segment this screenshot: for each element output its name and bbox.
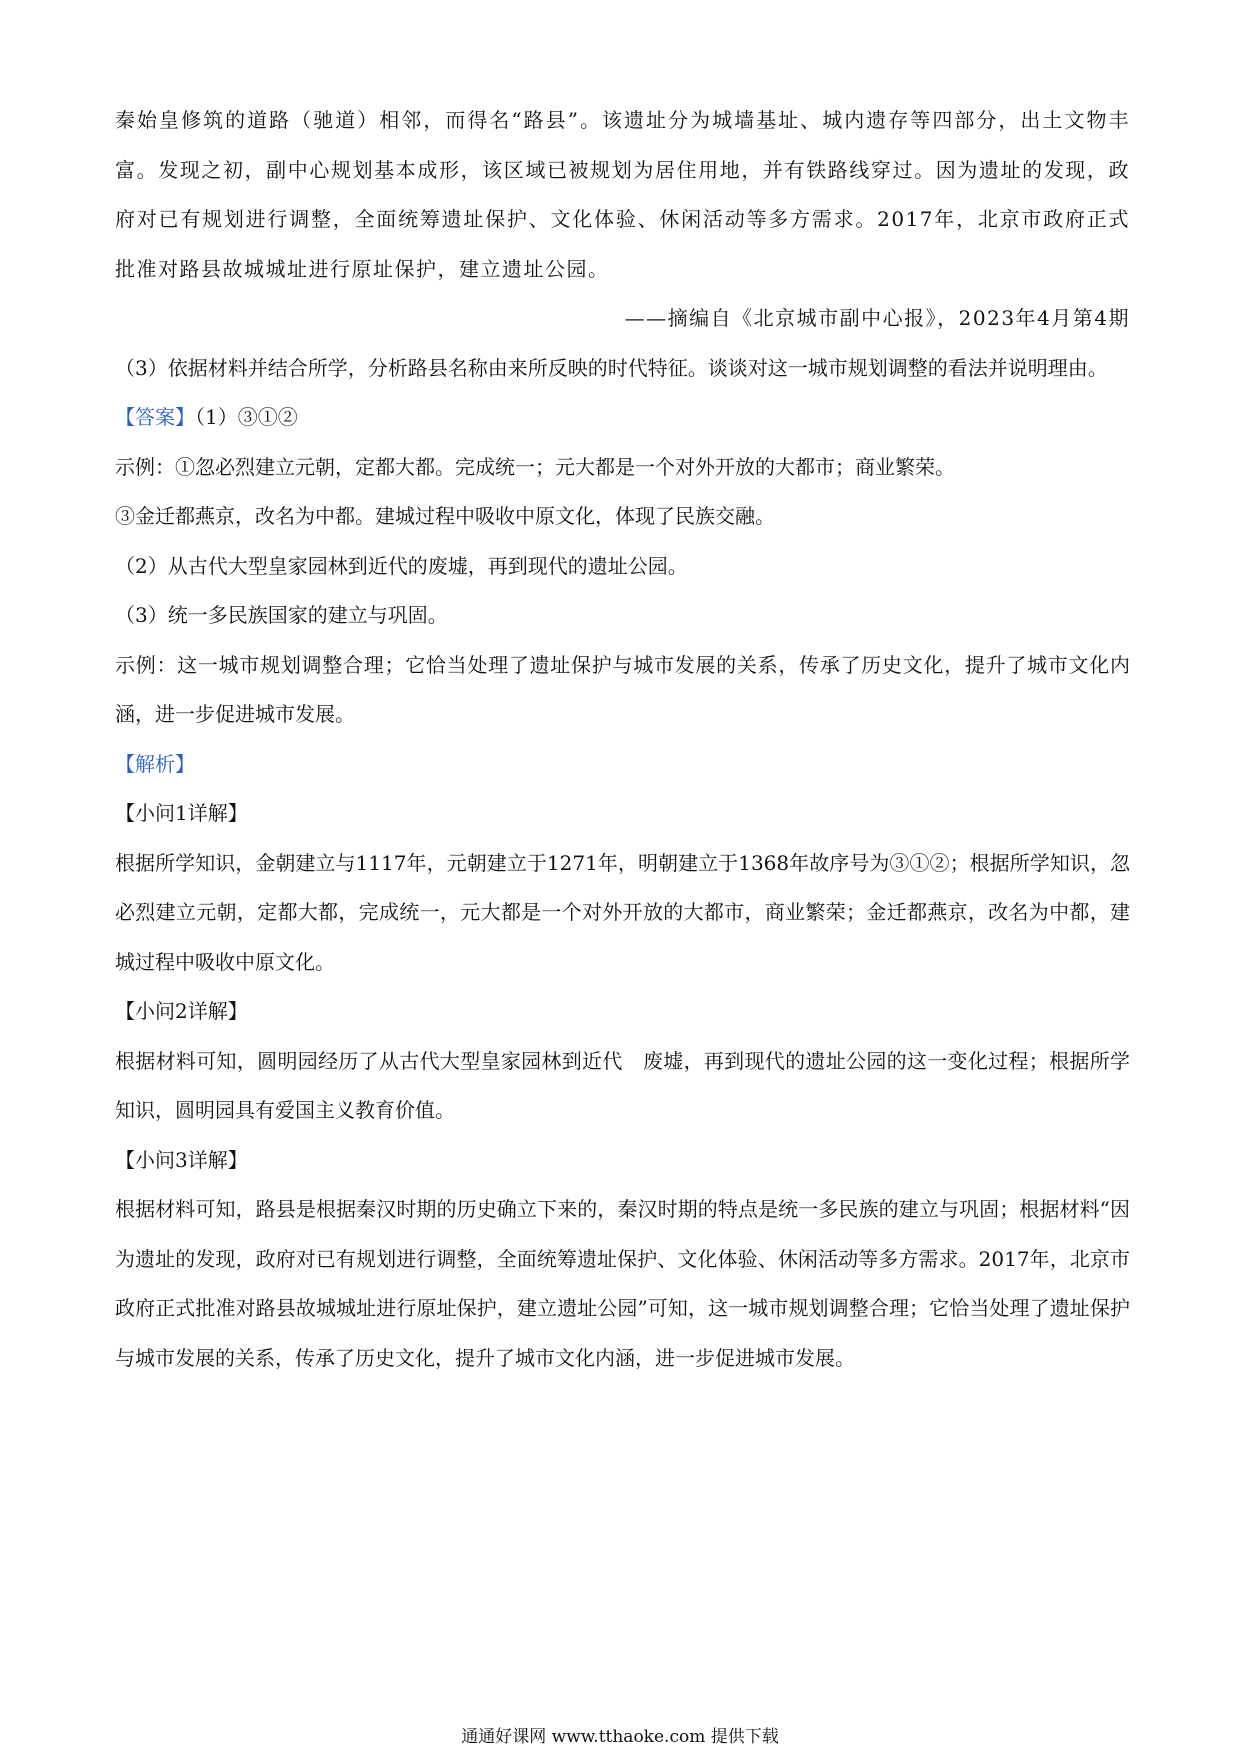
answer-q3: （3）统一多民族国家的建立与巩固。 <box>115 603 448 627</box>
answer-example-1a: 示例：①忽必烈建立元朝，定都大都。完成统一；元大都是一个对外开放的大都市；商业繁荣。 <box>115 454 955 479</box>
answer-line <box>115 393 1130 443</box>
document-page <box>115 96 1130 1383</box>
answer-q1: （1）③①② <box>195 405 298 429</box>
answer-q2: （2）从古代大型皇家园林到近代的废墟，再到现代的遗址公园。 <box>115 553 688 578</box>
material-text: 秦始皇修筑的道路（驰道）相邻，而得名“路县”。该遗址分为城墙基址、城内遗存等四部分，出土文物丰富。发现之初，副中心规划基本成形，该区域已被规划为居住用地，并有铁路线穿过。因为遗址的发现，政府对已有规划进行调整，全面统筹遗址保护、文化体验、休闲活动等多方需求。2017年，北京市政府正式批准对路县故城城址进行原址保护，建立遗址公园。 <box>115 108 1130 281</box>
answer-example-3: 示例：这一城市规划调整合理；它恰当处理了遗址保护与城市发展的关系，传承了历史文化，提升了城市文化内涵，进一步促进城市发展。 <box>115 652 1130 726</box>
page-footer: 通通好课网 www.tthaoke.com 提供下载 <box>461 1727 779 1747</box>
subquestion-2-text: 根据材料可知，圆明园经历了从古代大型皇家园林到近代 废墟，再到现代的遗址公园的这一变化过程；根据所学知识，圆明园具有爱国主义教育价值。 <box>115 1048 1130 1122</box>
answer-example-1b: ③金迁都燕京，改名为中都。建城过程中吸收中原文化，体现了民族交融。 <box>115 504 775 528</box>
subquestion-2-title: 【小问2详解】 <box>115 999 248 1023</box>
analysis-label: 【解析】 <box>115 751 195 776</box>
subquestion-3-title: 【小问3详解】 <box>115 1147 248 1172</box>
subquestion-1-text: 根据所学知识，金朝建立与1117年，元朝建立于1271年，明朝建立于1368年故序号为③①②；根据所学知识，忽必烈建立元朝，定都大都，完成统一，元大都是一个对外开放的大都市，商业繁荣；金迁都燕京，改名为中都，建城过程中吸收中原文化。 <box>115 850 1130 974</box>
material-source: ——摘编自《北京城市副中心报》，2023年4月第4期 <box>624 306 1130 330</box>
answer-label: 【答案】 <box>115 405 195 429</box>
question-3: （3）依据材料并结合所学，分析路县名称由来所反映的时代特征。谈谈对这一城市规划调整的看法并说明理由。 <box>115 355 1108 380</box>
subquestion-1-title: 【小问1详解】 <box>115 801 248 825</box>
subquestion-3-text: 根据材料可知，路县是根据秦汉时期的历史确立下来的，秦汉时期的特点是统一多民族的建立与巩固；根据材料“因为遗址的发现，政府对已有规划进行调整，全面统筹遗址保护、文化体验、休闲活动等多方需求。2017年，北京市政府正式批准对路县故城城址进行原址保护，建立遗址公园”可知，这一城市规划调整合理；它恰当处理了遗址保护与城市发展的关系，传承了历史文化，提升了城市文化内涵，进一步促进城市发展。 <box>115 1197 1130 1370</box>
